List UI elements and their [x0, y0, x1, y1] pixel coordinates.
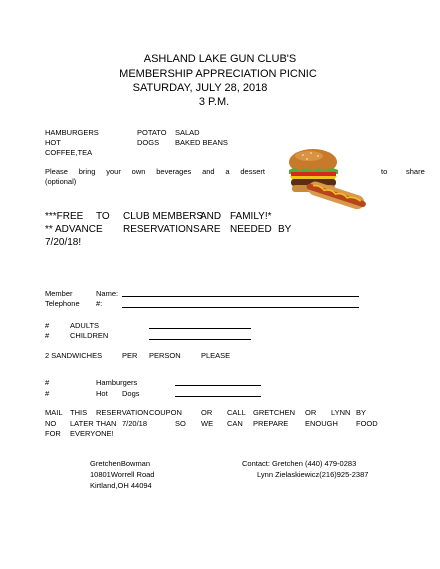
label-children: CHILDREN — [70, 331, 109, 340]
bring-line — [45, 167, 265, 177]
mail-word: FOR — [45, 429, 61, 438]
label-member: Member — [45, 289, 73, 298]
bring-word: your — [106, 167, 121, 176]
mail-word: GRETCHEN — [253, 408, 296, 417]
mail-word: LYNN — [331, 408, 351, 417]
notice-by: BY — [278, 224, 292, 235]
notice-are: ARE — [200, 224, 221, 235]
sandwiches-text: 2 SANDWICHES — [45, 351, 103, 360]
bring-word: bring — [78, 167, 96, 176]
mail-word: CALL — [227, 408, 246, 417]
label-dogs: Dogs — [122, 389, 140, 398]
mail-word: COUPON — [149, 408, 182, 417]
mail-word: THAN — [96, 419, 117, 428]
burger-hotdog-image — [283, 146, 367, 210]
title-time: 3 P.M. — [198, 96, 230, 108]
label-adults: ADULTS — [70, 321, 100, 330]
notice-to: TO — [96, 211, 110, 222]
mail-word: ENOUGH — [305, 419, 338, 428]
sandwiches-per: PER — [122, 351, 138, 360]
label-telephone: Telephone — [45, 299, 80, 308]
sandwiches-please: PLEASE — [201, 351, 231, 360]
notice-and: AND — [200, 211, 222, 222]
bring-word: beverages — [156, 167, 192, 176]
mail-word: RESERVATION — [96, 408, 149, 417]
bring-word: own — [131, 167, 146, 176]
menu-dogs: DOGS — [137, 138, 160, 147]
menu-hot: HOT — [45, 138, 61, 147]
mail-word: WE — [201, 419, 214, 428]
telephone-field[interactable] — [122, 307, 359, 308]
notice-free: ***FREE — [45, 211, 84, 222]
menu-potato: POTATO — [137, 128, 167, 137]
mail-word: EVERYONE! — [70, 429, 114, 438]
menu-hamburgers: HAMBURGERS — [45, 128, 99, 137]
notice-club-members: CLUB MEMBERS — [123, 211, 204, 222]
address-name: GretchenBowman — [90, 459, 151, 468]
mail-word: NO — [45, 419, 57, 428]
label-telephone-hash: #: — [96, 299, 103, 308]
bring-share: share — [406, 167, 425, 176]
mail-word: SO — [175, 419, 186, 428]
address-street: 10801Worrell Road — [90, 470, 155, 479]
hotdogs-hash: # — [45, 389, 50, 398]
mail-word: MAIL — [45, 408, 63, 417]
mail-word: PREPARE — [253, 419, 289, 428]
mail-word: OR — [201, 408, 213, 417]
hotdogs-field[interactable] — [175, 396, 261, 397]
bring-optional: (optional) — [45, 177, 77, 186]
notice-advance: ** ADVANCE — [45, 224, 103, 235]
mail-word: 7/20/18 — [122, 419, 148, 428]
contact-lynn: Lynn Zielaskiewicz(216)925-2387 — [257, 470, 369, 479]
notice-date: 7/20/18! — [45, 237, 82, 248]
mail-word: CAN — [227, 419, 243, 428]
notice-reservations: RESERVATIONS — [123, 224, 200, 235]
hamburgers-hash: # — [45, 378, 50, 387]
title-club: ASHLAND LAKE GUN CLUB'S — [143, 53, 297, 65]
title-date: SATURDAY, JULY 28, 2018 — [132, 82, 268, 94]
contact-gretchen: Contact: Gretchen (440) 479-0283 — [242, 459, 357, 468]
label-hot: Hot — [96, 389, 108, 398]
mail-word: BY — [356, 408, 367, 417]
children-hash: # — [45, 331, 50, 340]
title-event: MEMBERSHIP APPRECIATION PICNIC — [119, 68, 317, 80]
sandwiches-person: PERSON — [149, 351, 181, 360]
bring-word: Please — [45, 167, 68, 176]
adults-field[interactable] — [149, 328, 251, 329]
name-field[interactable] — [122, 296, 359, 297]
bring-word: dessert — [240, 167, 265, 176]
children-field[interactable] — [149, 339, 251, 340]
label-name: Name: — [96, 289, 119, 298]
mail-word: LATER — [70, 419, 94, 428]
menu-coffee-tea: COFFEE,TEA — [45, 148, 93, 157]
hamburgers-field[interactable] — [175, 385, 261, 386]
adults-hash: # — [45, 321, 50, 330]
notice-needed: NEEDED — [230, 224, 272, 235]
mail-word: THIS — [70, 408, 88, 417]
mail-word: OR — [305, 408, 317, 417]
menu-salad: SALAD — [175, 128, 200, 137]
address-city: Kirtland,OH 44094 — [90, 481, 152, 490]
bring-word: a — [225, 167, 230, 176]
notice-family: FAMILY!* — [230, 211, 272, 222]
label-hamburgers: Hamburgers — [96, 378, 138, 387]
bring-word: and — [202, 167, 215, 176]
menu-baked-beans: BAKED BEANS — [175, 138, 228, 147]
mail-word: FOOD — [356, 419, 378, 428]
bring-to: to — [381, 167, 388, 176]
